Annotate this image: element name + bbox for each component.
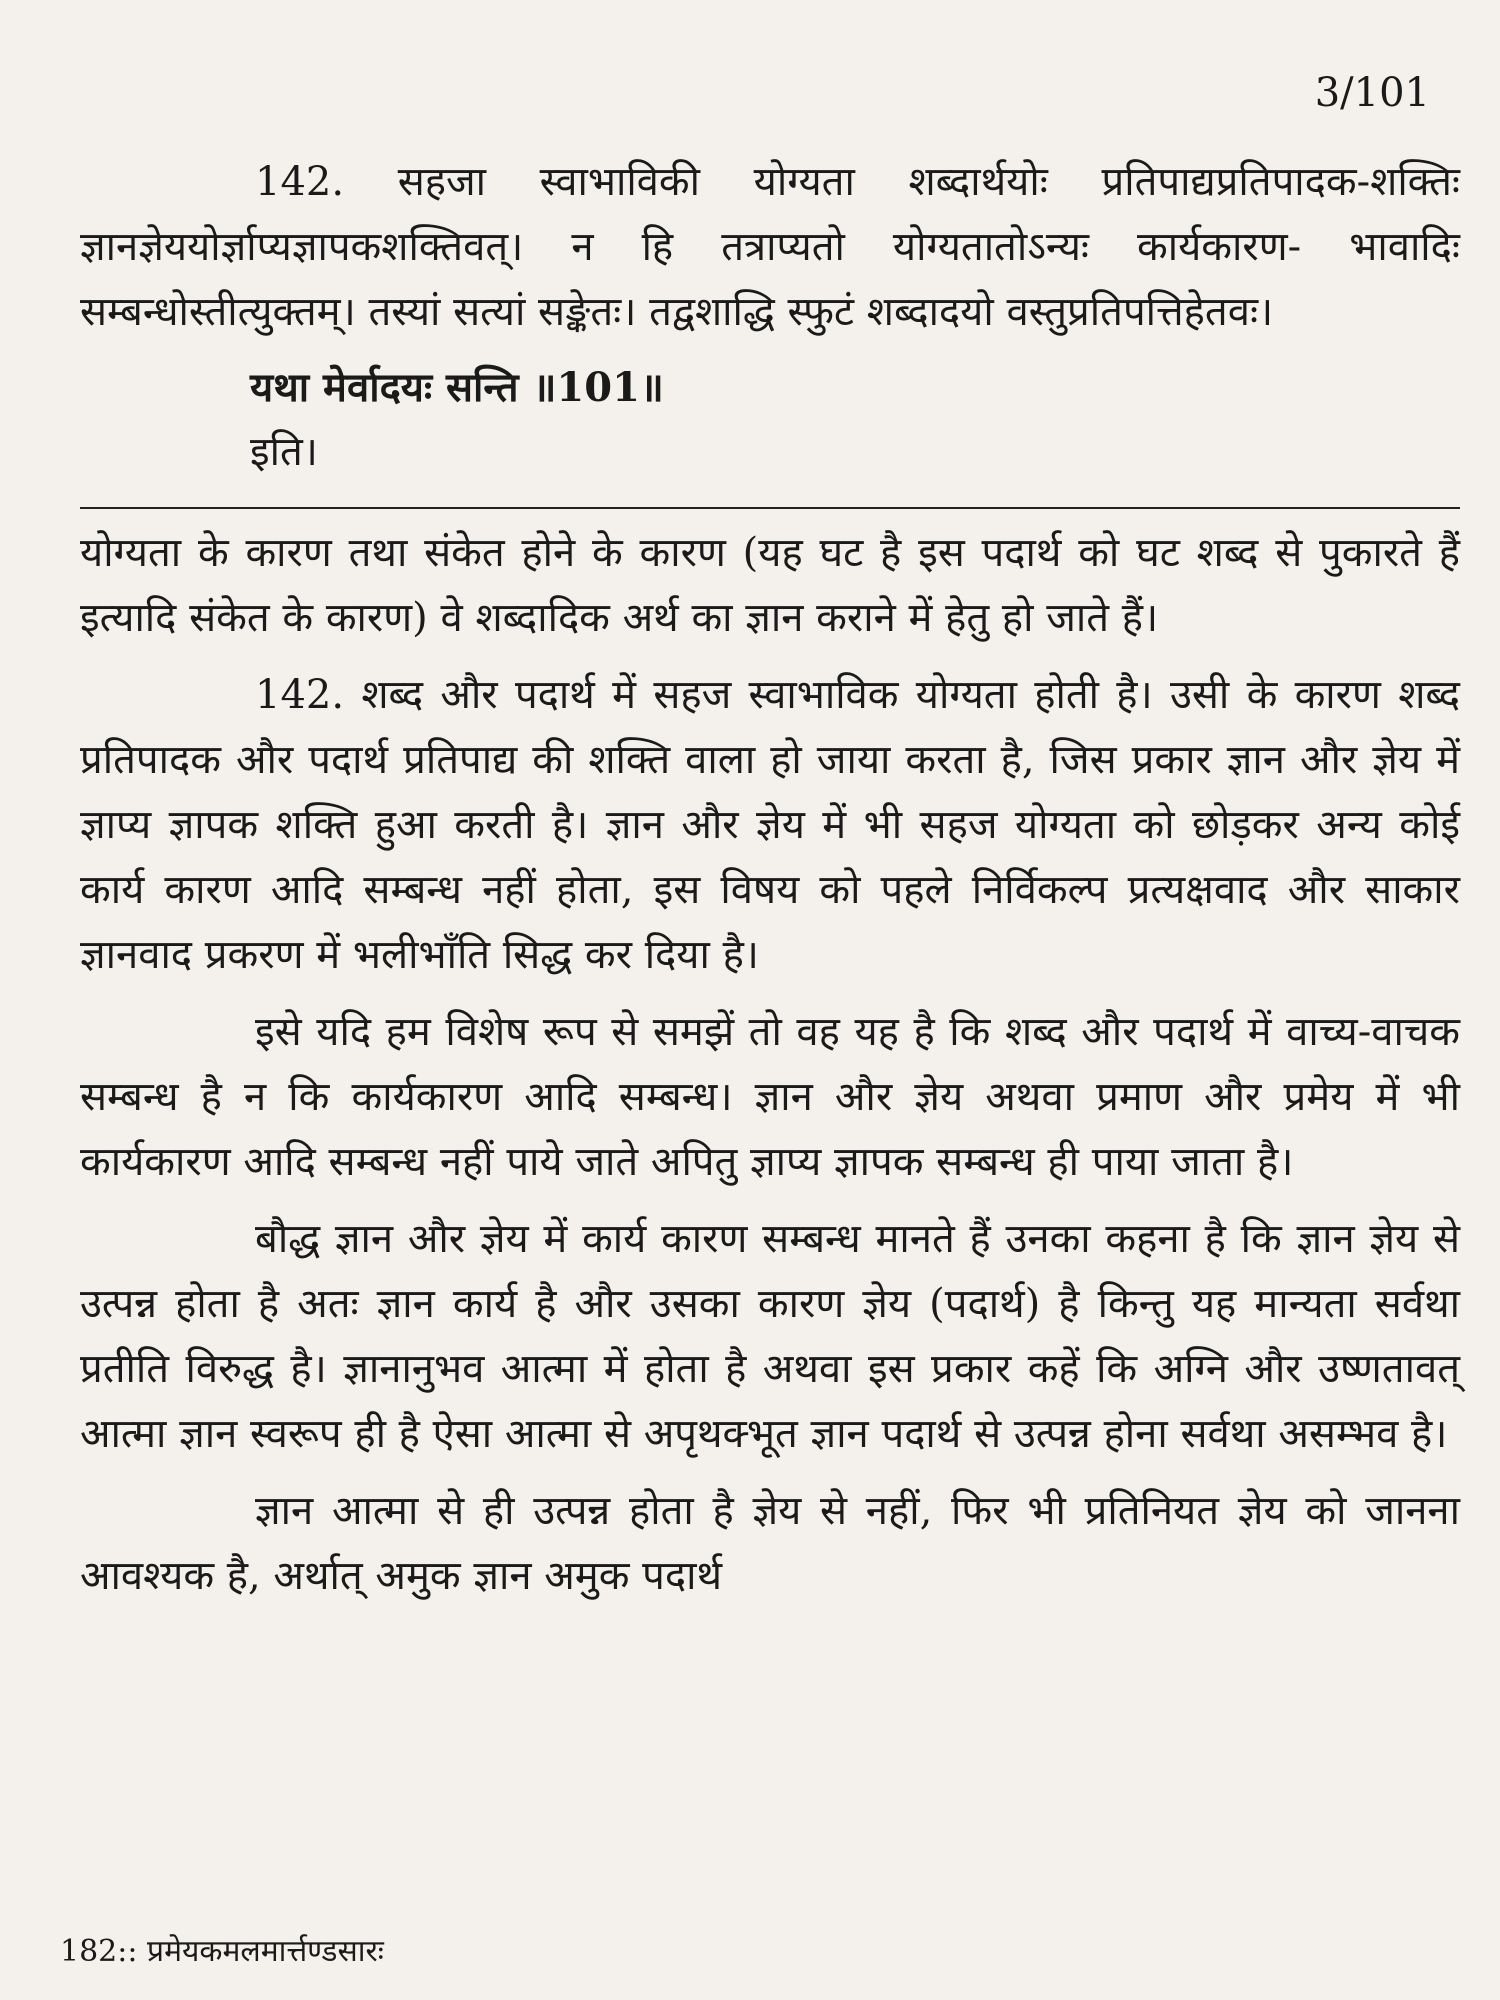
sanskrit-commentary: 142. सहजा स्वाभाविकी योग्यता शब्दार्थयोः प्रतिपाद्यप्रतिपादक-शक्तिः ज्ञानज्ञेययोर्ज्ञाप्यज्ञापकशक्तिवत्। न हि तत्राप्यतो योग्यतातोऽन्यः कार्यकारण- भावादिः सम्बन्धोस्तीत्युक्तम्। तस्यां सत्यां सङ्केतः। तद्वशाद्धि स्फुटं शब्दादयो वस्तुप्रतिपत्तिहेतवः।	[80, 159, 1460, 335]
page-content	[80, 150, 1460, 1609]
hindi-paragraph-5: ज्ञान आत्मा से ही उत्पन्न होता है ज्ञेय से नहीं, फिर भी प्रतिनियत ज्ञेय को जानना आवश्यक है, अर्थात् अमुक ज्ञान अमुक पदार्थ	[80, 1488, 1460, 1599]
page-footer: 182:: प्रमेयकमलमार्त्तण्डसारः	[60, 1934, 384, 1969]
iti: इति।	[250, 429, 318, 475]
section-divider	[80, 507, 1460, 509]
hindi-paragraph-1: योग्यता के कारण तथा संकेत होने के कारण (यह घट है इस पदार्थ को घट शब्द से पुकारते हैं इत्यादि संकेत के कारण) वे शब्दादिक अर्थ का ज्ञान कराने में हेतु हो जाते हैं।	[80, 530, 1460, 641]
sutra-101: यथा मेर्वादयः सन्ति ॥101॥	[250, 364, 664, 411]
hindi-paragraph-2: 142. शब्द और पदार्थ में सहज स्वाभाविक योग्यता होती है। उसी के कारण शब्द प्रतिपादक और पदार्थ प्रतिपाद्य की शक्ति वाला हो जाया करता है, जिस प्रकार ज्ञान और ज्ञेय में ज्ञाप्य ज्ञापक शक्ति हुआ करती है। ज्ञान और ज्ञेय में भी सहज योग्यता को छोड़कर अन्य कोई कार्य कारण आदि सम्बन्ध नहीं होता, इस विषय को पहले निर्विकल्प प्रत्यक्षवाद और साकार ज्ञानवाद प्रकरण में भलीभाँति सिद्ध कर दिया है।	[80, 672, 1460, 978]
hindi-paragraph-3: इसे यदि हम विशेष रूप से समझें तो वह यह है कि शब्द और पदार्थ में वाच्य-वाचक सम्बन्ध है न कि कार्यकारण आदि सम्बन्ध। ज्ञान और ज्ञेय अथवा प्रमाण और प्रमेय में भी कार्यकारण आदि सम्बन्ध नहीं पाये जाते अपितु ज्ञाप्य ज्ञापक सम्बन्ध ही पाया जाता है।	[80, 1009, 1460, 1185]
hindi-paragraph-4: बौद्ध ज्ञान और ज्ञेय में कार्य कारण सम्बन्ध मानते हैं उनका कहना है कि ज्ञान ज्ञेय से उत्पन्न होता है अतः ज्ञान कार्य है और उसका कारण ज्ञेय (पदार्थ) है किन्तु यह मान्यता सर्वथा प्रतीति विरुद्ध है। ज्ञानानुभव आत्मा में होता है अथवा इस प्रकार कहें कि अग्नि और उष्णतावत् आत्मा ज्ञान स्वरूप ही है ऐसा आत्मा से अपृथक्भूत ज्ञान पदार्थ से उत्पन्न होना सर्वथा असम्भव है।	[80, 1216, 1460, 1457]
page-number: 3/101	[1314, 70, 1430, 116]
